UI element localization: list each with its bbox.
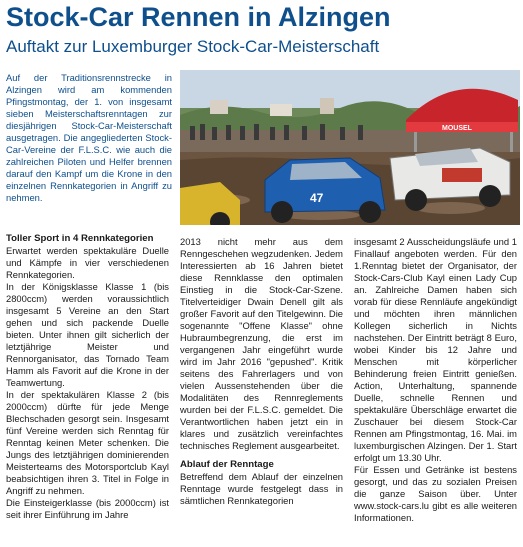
article-title: Stock-Car Rennen in Alzingen: [6, 2, 391, 32]
paragraph: Die Einsteigerklasse (bis 2000ccm) ist seit ihrer Einführung im Jahre: [6, 497, 169, 520]
heading-ablauf: Ablauf der Renntage: [180, 459, 274, 470]
article-intro: Auf der Traditionsrennstrecke in Alzingen wird am kommenden Pfingstmontag, der 1. von insgesamt sieben Meisterschaftsrenntagen zur diesjährigen Stock-Car-Meisterschaft ausgetragen. Die angegliederten Stock-Car-Vereine der F.L.S.C. wie auch die zahlreichen Piloten und Helfer brennen darauf den Kampf um die Krone in den einzelnen Rennkategorien in Angriff zu nehmen.: [6, 72, 172, 203]
article-column-3: [354, 236, 517, 524]
paragraph: In der spektakulären Klasse 2 (bis 2000ccm) dürfte für jede Menge Blechschaden gesorgt sein. Insgesamt fünf Vereine werden sich Renntag für Renntag keinen Meter schenken. Die Jungs des letztjährigen dominierenden Meisterteams des Motorsportclub Kayl beabsichtigen ihren 3. Titel in Folge in Angriff zu nehmen.: [6, 389, 169, 496]
race-photo-illustration: [180, 70, 520, 225]
paragraph: Erwartet werden spektakuläre Duelle und Kämpfe in vier verschiedenen Rennkategorien.: [6, 245, 169, 280]
heading-rennkategorien: Toller Sport in 4 Rennkategorien: [6, 233, 154, 244]
tent-brand-label: MOUSEL: [442, 125, 472, 132]
paragraph: Für Essen und Getränke ist bestens gesorgt, und das zu sozialen Preisen die ganze Saison über. Unter www.stock-cars.lu gibt es alle weiteren Informationen.: [354, 464, 517, 523]
article-column-1: [6, 233, 169, 521]
car-number: 47: [310, 191, 324, 205]
paragraph: insgesamt 2 Ausscheidungsläufe und 1 Finallauf angeboten werden. Für den 1.Renntag bietet der Organisator, der Stock-Cars-Club Kayl einen Lady Cup an. Zahlreiche Damen haben sich vorab für diese Rennläufe angekündigt und möchten ihren männlichen Kollegen sicherlich in Nichts nachstehen. Der Eintritt beträgt 8 Euro, wobei Kinder bis 12 Jahre und Menschen mit körperlicher Behinderung freien Eintritt genießen. Action, Unterhaltung, spannende Duelle, schnelle Rennen und spektakuläre Überschläge erwartet die Zuschauer bei diesem Stock-Car Rennen am Pfingstmontag, 16. Mai. im luxemburgischen Alzingen. Der 1. Start erfolgt um 13.30 Uhr.: [354, 236, 517, 463]
paragraph: 2013 nicht mehr aus dem Renngeschehen wegzudenken. Jedem Interessierten ab 16 Jahren bietet diese Rennklasse den optimalen Einstieg in die Stock-Car-Szene. Titelverteidiger Dwain Denell gilt als großer Favorit auf den Titelgewinn. Die sogenannte "Offene Klasse" ohne Hubraumbegrenzung, die erst im vergangenen Jahr eingeführt wurde wird im Jahr 2016 "gepushed". Kritik seitens des Fahrerlagers und von vielen Aussenstehenden über die Modalitäten des Rennreglements wurden bei der F.L.S.C. gemeldet. Die Verantwortlichen haben jetzt ein in klares und zusätzlich vereinfachtes technisches Reglement ausgearbeitet.: [180, 236, 343, 451]
article-subtitle: Auftakt zur Luxemburger Stock-Car-Meisterschaft: [6, 37, 380, 56]
paragraph: In der Königsklasse Klasse 1 (bis 2800ccm) werden voraussichtlich insgesamt 5 Vereine an den Start gehen und sich packende Duelle bieten. Unter ihnen gilt sicherlich der letztjährige Meister und Rennorganisator, das Tornado Team Hamm als Favorit auf die Krone in der Teamwertung.: [6, 281, 169, 388]
article-column-2: [180, 236, 343, 507]
paragraph: Betreffend dem Ablauf der einzelnen Renntage wurde festgelegt dass in sämtlichen Rennkategorien: [180, 471, 343, 506]
race-photo: [180, 70, 520, 225]
